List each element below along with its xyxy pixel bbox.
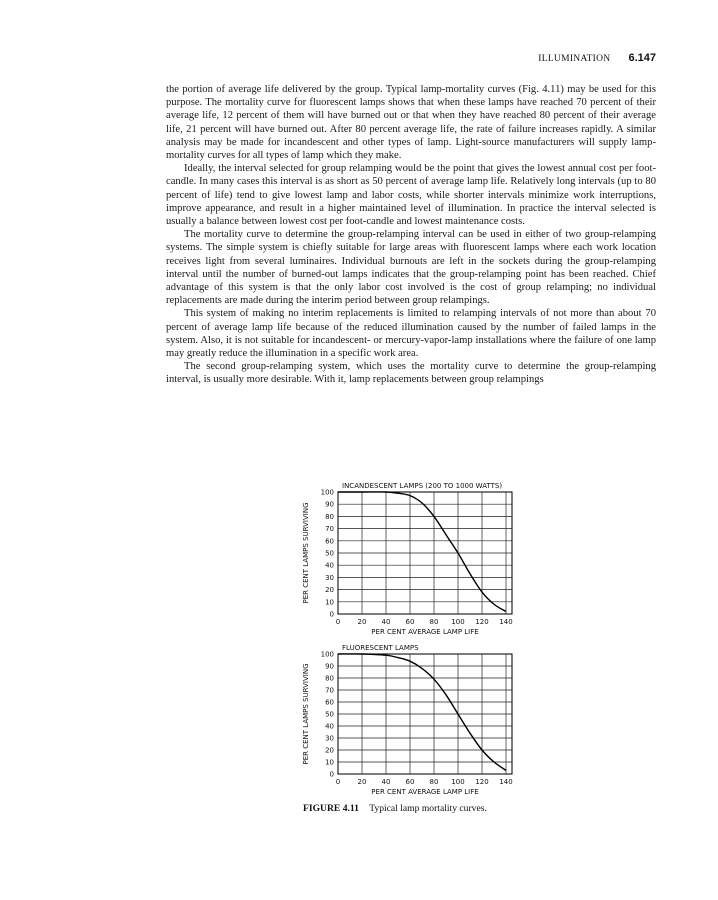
x-tick-label: 40	[381, 778, 391, 786]
x-tick-label: 60	[405, 618, 415, 626]
y-tick-label: 60	[325, 698, 334, 707]
y-tick-label: 90	[325, 500, 334, 509]
x-axis-label: PER CENT AVERAGE LAMP LIFE	[371, 628, 479, 636]
y-tick-label: 50	[325, 549, 334, 558]
y-tick-label: 70	[325, 525, 334, 534]
paragraph-2: Ideally, the interval selected for group relamping would be the point that gives the lowest annual cost per foot-candle. In many cases this interval is as short as 50 percent of average lamp life. Relatively long intervals (up to 80 percent of life) tend to give lowest lamp and labor costs, while shorter intervals minimize work interruptions, improve appearance, and result in a higher maintained level of illumination. In practice the interval selected is usually a balance between lowest cost per foot-candle and lowest maintenance costs.	[166, 163, 656, 228]
x-tick-label: 40	[381, 618, 391, 626]
mortality-charts	[296, 478, 526, 798]
x-tick-label: 0	[335, 778, 341, 786]
paragraph-3: The mortality curve to determine the group-relamping interval can be used in either of two group-relamping systems. The simple system is chiefly suitable for large areas with fluorescent lamps where each work location receives light from several luminaires. Individual burnouts are left in the sockets during the group-relamping interval until the number of burned-out lamps indicates that the group-relamping point has been reached. Chief advantage of this system is that the only labor cost involved is the cost of group relamping; no individual replacements are made during the interim period between group relampings.	[166, 229, 656, 307]
figure-label: FIGURE 4.11	[303, 803, 359, 814]
y-tick-label: 20	[325, 746, 334, 755]
page-number: 6.147	[628, 52, 656, 64]
chart-1	[302, 482, 513, 636]
y-tick-label: 80	[325, 674, 334, 683]
figure-caption	[303, 803, 563, 814]
x-tick-label: 0	[335, 618, 341, 626]
x-tick-label: 140	[499, 778, 513, 786]
y-tick-label: 100	[320, 650, 334, 659]
y-tick-label: 70	[325, 686, 334, 695]
mortality-curve	[338, 492, 506, 612]
x-axis-label: PER CENT AVERAGE LAMP LIFE	[371, 788, 479, 796]
x-tick-label: 80	[429, 618, 439, 626]
y-tick-label: 30	[325, 573, 334, 582]
mortality-curve	[338, 654, 506, 770]
figure-4-11	[296, 478, 526, 818]
figure-caption-text: Typical lamp mortality curves.	[369, 803, 487, 814]
chart-title: FLUORESCENT LAMPS	[342, 644, 419, 652]
x-tick-label: 140	[499, 618, 513, 626]
x-tick-label: 120	[475, 778, 489, 786]
y-tick-label: 0	[329, 610, 334, 619]
chart-title: INCANDESCENT LAMPS (200 TO 1000 WATTS)	[342, 482, 503, 490]
y-tick-label: 10	[325, 598, 334, 607]
paragraph-1: the portion of average life delivered by the group. Typical lamp-mortality curves (Fig. 4.11) may be used for this purpose. The mortality curve for fluorescent lamps shows that when these lamps have reached 70 percent of their average life, 12 percent of them will have burned out or that when they have reached 80 percent of their average life, 21 percent will have burned out. After 80 percent average life, the rate of failure increases rapidly. A similar analysis may be made for incandescent and other types of lamp. Light-source manufacturers will supply lamp-mortality curves for all types of lamp which they make.	[166, 84, 656, 162]
y-tick-label: 0	[329, 770, 334, 779]
paragraph-5: The second group-relamping system, which uses the mortality curve to determine the group-relamping interval, is usually more desirable. With it, lamp replacements between group relampings	[166, 361, 656, 386]
y-tick-label: 80	[325, 512, 334, 521]
y-axis-label: PER CENT LAMPS SURVIVING	[302, 663, 310, 765]
x-tick-label: 20	[357, 778, 367, 786]
y-tick-label: 60	[325, 537, 334, 546]
x-tick-label: 60	[405, 778, 415, 786]
y-axis-label: PER CENT LAMPS SURVIVING	[302, 502, 310, 604]
y-tick-label: 50	[325, 710, 334, 719]
x-tick-label: 100	[451, 618, 465, 626]
x-tick-label: 80	[429, 778, 439, 786]
body-text	[166, 83, 656, 387]
y-tick-label: 90	[325, 662, 334, 671]
x-tick-label: 120	[475, 618, 489, 626]
paragraph-4: This system of making no interim replacements is limited to relamping intervals of not more than about 70 percent of average lamp life because of the reduced illumination caused by the number of failed lamps in the system. Also, it is not suitable for incandescent- or mercury-vapor-lamp installations where the failure of one lamp may greatly reduce the illumination in a specific work area.	[166, 308, 656, 360]
running-head	[430, 52, 656, 68]
y-tick-label: 40	[325, 722, 334, 731]
x-tick-label: 100	[451, 778, 465, 786]
y-tick-label: 100	[320, 488, 334, 497]
chart-2	[302, 644, 513, 796]
running-head-title: ILLUMINATION	[538, 54, 611, 64]
x-tick-label: 20	[357, 618, 367, 626]
y-tick-label: 30	[325, 734, 334, 743]
y-tick-label: 40	[325, 561, 334, 570]
y-tick-label: 10	[325, 758, 334, 767]
y-tick-label: 20	[325, 586, 334, 595]
